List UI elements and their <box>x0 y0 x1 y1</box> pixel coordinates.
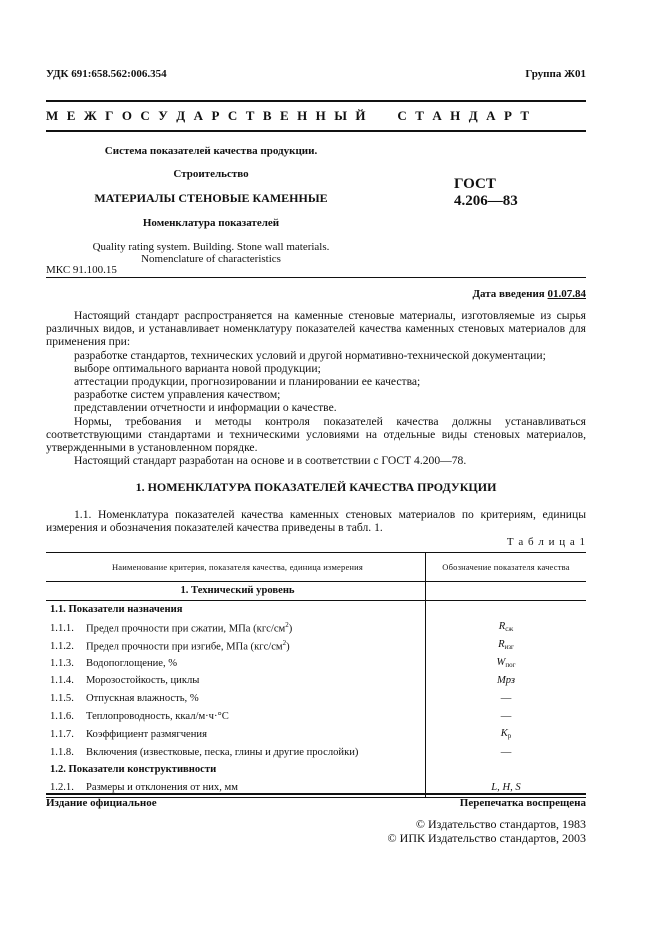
indicator-text: Включения (известковые, песка, глины и другие прослойки) <box>86 746 359 758</box>
title-line-1: Система показателей качества продукции. <box>104 145 318 157</box>
section-paragraph <box>46 508 586 534</box>
indicator-name <box>46 690 426 708</box>
indicator-symbol <box>426 619 587 637</box>
indicator-number: 1.2.1. <box>50 782 74 794</box>
indicator-symbol <box>426 743 587 761</box>
indicator-text-tail: ) <box>286 641 290 653</box>
table-row <box>46 636 586 654</box>
symbol-subscript: изг <box>504 643 514 652</box>
group-title: 1.1. Показатели назначения <box>50 604 183 616</box>
indicator-number: 1.1.1. <box>50 623 74 635</box>
intro-paragraph-3: Настоящий стандарт разработан на основе и в соответствии с ГОСТ 4.200—78. <box>74 454 467 468</box>
footer-rule <box>46 793 586 795</box>
table-section-row <box>46 582 586 601</box>
symbol-main: L, H, S <box>491 782 521 794</box>
symbol-subscript: р <box>507 732 512 741</box>
indicator-symbol <box>426 690 587 708</box>
indicator-number: 1.1.7. <box>50 728 74 740</box>
indicator-text: Теплопроводность, ккал/м·ч·°С <box>86 710 229 722</box>
gost-number: 4.206—83 <box>454 193 518 209</box>
table-row <box>46 690 586 708</box>
group-code: Группа Ж01 <box>525 68 586 80</box>
table-row <box>46 743 586 761</box>
indicator-name <box>46 654 426 672</box>
indicator-number: 1.1.5. <box>50 693 74 705</box>
udk-code: УДК 691:658.562:006.354 <box>46 68 167 80</box>
symbol-main: K <box>500 728 508 740</box>
indicator-text: Водопоглощение, % <box>86 657 178 669</box>
group-title: 1.2. Показатели конструктивности <box>50 764 217 776</box>
indicator-text: Морозостойкость, циклы <box>86 675 200 687</box>
indicator-text: Отпускная влажность, % <box>86 693 199 705</box>
indicator-text: Размеры и отклонения от них, мм <box>86 782 238 794</box>
intro-paragraph-2: Нормы, требования и методы контроля показателей качества должны устанавливаться соответствующими стандартами и техническими условиями на отдельные виды стеновых материалов, утвержденными в установленном порядке. <box>46 414 586 455</box>
intro-list-item: разработке стандартов, технических условий и другой нормативно-технической документации; <box>74 348 546 362</box>
indicator-number: 1.1.6. <box>50 710 74 722</box>
date-value: 01.07.84 <box>547 288 586 300</box>
indicator-name <box>46 619 426 637</box>
title-line-2: Строительство <box>173 168 249 180</box>
symbol-main: Мрз <box>496 675 516 687</box>
group-1-rows <box>46 619 586 761</box>
table-row <box>46 708 586 726</box>
title-english-2: Nomenclature of characteristics <box>141 253 281 265</box>
indicator-name <box>46 708 426 726</box>
intro-list-item: разработке систем управления качеством; <box>74 388 281 402</box>
reprint-prohibited: Перепечатка воспрещена <box>459 797 586 809</box>
indicator-symbol <box>426 672 587 690</box>
symbol-main: R <box>498 621 506 633</box>
indicator-number: 1.1.4. <box>50 675 74 687</box>
indicator-symbol <box>426 725 587 743</box>
table-group-row <box>46 600 586 618</box>
indicators-table <box>46 552 586 798</box>
section-paragraph-text: 1.1. Номенклатура показателей качества каменных стеновых материалов по критериям, единицы измерения и обозначения показателей качества приведены в табл. 1. <box>46 508 586 535</box>
gost-label: ГОСТ <box>454 176 496 192</box>
interstate-standard-banner: М Е Ж Г О С У Д А Р С Т В Е Н Н Ы Й С Т А Н Д А Р Т <box>46 108 532 123</box>
symbol-main: W <box>496 657 506 669</box>
copyright-1: © Издательство стандартов, 1983 <box>415 817 586 831</box>
symbol-subscript: пог <box>505 661 516 670</box>
copyright-2: © ИПК Издательство стандартов, 2003 <box>387 831 586 845</box>
title-english-1: Quality rating system. Building. Stone wall materials. <box>92 241 330 253</box>
indicator-name <box>46 743 426 761</box>
table-group-row <box>46 761 586 779</box>
indicator-name <box>46 636 426 654</box>
table-row <box>46 619 586 637</box>
mks-code: МКС 91.100.15 <box>46 264 117 276</box>
table-caption: Т а б л и ц а 1 <box>506 536 586 548</box>
indicator-text: Предел прочности при сжатии, МПа (кгс/см <box>86 623 286 635</box>
indicator-name <box>46 672 426 690</box>
section-title: 1. Технический уровень <box>46 582 426 601</box>
title-line-4: Номенклатура показателей <box>142 217 280 229</box>
symbol-main: — <box>500 710 512 722</box>
indicator-name <box>46 725 426 743</box>
indicator-text-tail: ) <box>288 623 293 635</box>
column-header-symbol: Обозначение показателя качества <box>426 553 587 582</box>
intro-list-item: выборе оптимального варианта новой продукции; <box>74 361 321 375</box>
intro-text <box>46 309 586 467</box>
symbol-main: — <box>500 746 512 758</box>
table-row <box>46 725 586 743</box>
table-row <box>46 654 586 672</box>
official-edition: Издание официальное <box>46 797 157 809</box>
banner-rule <box>46 130 586 132</box>
column-header-name: Наименование критерия, показателя качества, единица измерения <box>46 553 426 582</box>
table-row <box>46 672 586 690</box>
indicator-symbol <box>426 636 587 654</box>
date-label: Дата введения <box>472 288 545 300</box>
table-header-row <box>46 553 586 582</box>
symbol-subscript: сж <box>505 625 514 634</box>
title-block-rule <box>46 277 586 278</box>
indicator-number: 1.1.2. <box>50 641 74 653</box>
section-heading: 1. НОМЕНКЛАТУРА ПОКАЗАТЕЛЕЙ КАЧЕСТВА ПРОДУКЦИИ <box>135 480 497 494</box>
indicator-number: 1.1.8. <box>50 746 74 758</box>
indicator-symbol <box>426 654 587 672</box>
intro-list-item: аттестации продукции, прогнозировании и планировании ее качества; <box>74 375 421 389</box>
introduction-date <box>472 288 586 300</box>
title-main: МАТЕРИАЛЫ СТЕНОВЫЕ КАМЕННЫЕ <box>94 191 328 205</box>
indicator-text: Коэффициент размягчения <box>86 728 207 740</box>
top-rule <box>46 100 586 102</box>
indicator-symbol <box>426 708 587 726</box>
intro-list-item: представлении отчетности и информации о качестве. <box>74 401 337 415</box>
symbol-main: R <box>498 639 505 651</box>
unit-superscript: 2 <box>285 620 289 629</box>
symbol-main: — <box>500 693 512 705</box>
indicator-text: Предел прочности при изгибе, МПа (кгс/см <box>86 641 283 653</box>
intro-paragraph-1: Настоящий стандарт распространяется на каменные стеновые материалы, изготовляемые из сырья различных видов, и устанавливает номенклатуру показателей качества каменных стеновых материалов для применения при: <box>46 309 586 349</box>
indicator-number: 1.1.3. <box>50 657 74 669</box>
unit-superscript: 2 <box>282 638 287 647</box>
